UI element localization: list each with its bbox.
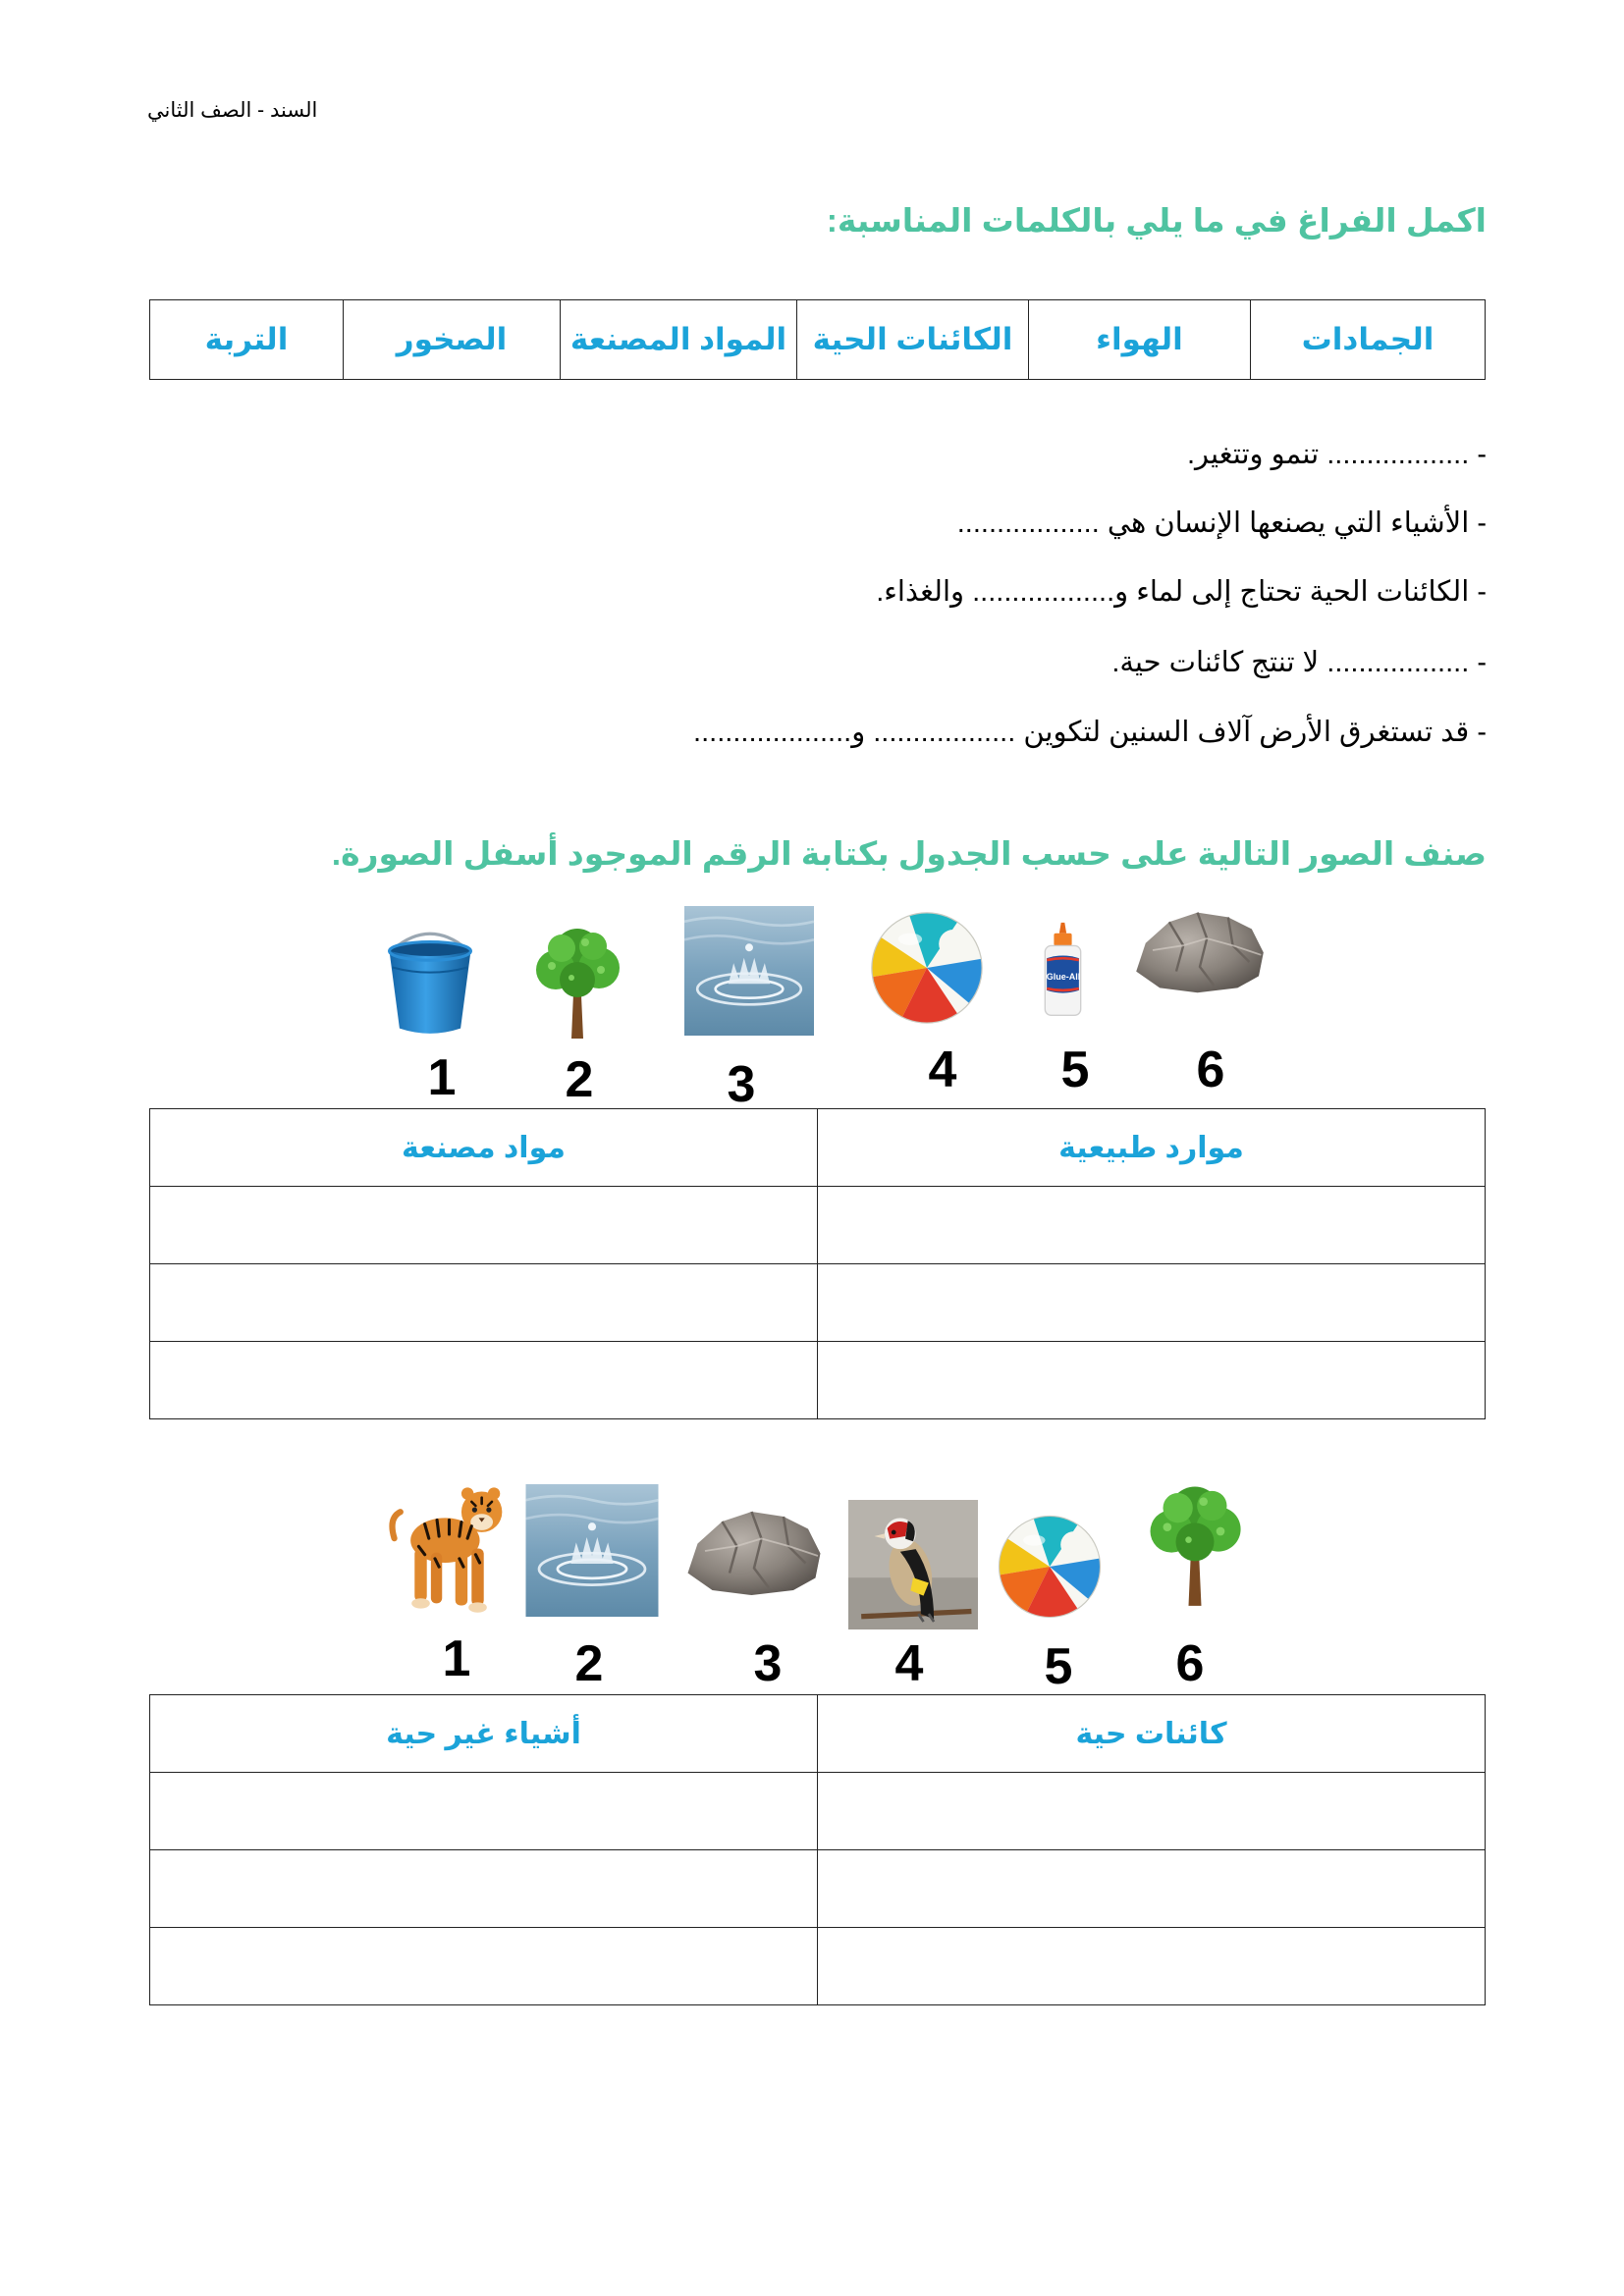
table-row [150,1187,1486,1264]
answer-cell[interactable] [150,1187,818,1264]
glue-label: Glue-All [1046,972,1081,982]
table-header-manufactured: مواد مصنعة [150,1109,818,1187]
tiger-icon [388,1477,511,1620]
image-number: 2 [574,1635,604,1692]
image-number: 3 [753,1635,783,1692]
fill-blanks-heading: اكمل الفراغ في ما يلي بالكلمات المناسبة: [826,202,1487,239]
table-row [150,1773,1486,1850]
table-header-living: كائنات حية [818,1695,1486,1773]
word-bank-cell: الصخور [344,300,561,380]
table-row [150,1264,1486,1342]
image-number: 4 [894,1635,924,1692]
image-number: 5 [1060,1041,1090,1098]
table-header-natural: موارد طبيعية [818,1109,1486,1187]
image-number: 6 [1175,1635,1205,1692]
answer-cell[interactable] [818,1342,1486,1419]
rock-icon [680,1502,828,1600]
glue-bottle [1031,921,1095,1019]
answer-cell[interactable] [150,1264,818,1342]
image-number: 1 [427,1049,457,1106]
water-icon [680,906,818,1036]
answer-cell[interactable] [150,1342,818,1419]
beach-ball-icon [995,1512,1105,1622]
answer-cell[interactable] [818,1928,1486,2005]
word-bank-table [149,299,1486,380]
answer-cell[interactable] [818,1773,1486,1850]
glue-bottle-icon [1031,921,1095,1019]
table-row [150,1928,1486,2005]
tree-icon [1132,1480,1258,1608]
beach-ball-icon [867,908,987,1028]
sentence-1: - .................. تنمو وتتغير. [1186,439,1487,470]
image-number: 1 [442,1630,471,1687]
header-note: السند - الصف الثاني [147,99,318,122]
image-number: 4 [928,1041,957,1098]
answer-cell[interactable] [150,1928,818,2005]
sentence-5: - قد تستغرق الأرض آلاف السنين لتكوين .................. و.................... [693,717,1487,748]
word-bank-cell: الهواء [1029,300,1251,380]
answer-cell[interactable] [818,1850,1486,1928]
answer-cell[interactable] [818,1187,1486,1264]
word-bank-cell: الجمادات [1251,300,1486,380]
table-header-nonliving: أشياء غير حية [150,1695,818,1773]
image-number: 5 [1044,1638,1073,1695]
word-bank-cell: المواد المصنعة [561,300,797,380]
image-number: 3 [727,1056,756,1113]
answer-cell[interactable] [818,1264,1486,1342]
word-bank-cell: الكائنات الحية [797,300,1029,380]
answer-cell[interactable] [150,1850,818,1928]
water-icon [523,1484,661,1617]
table-row [150,1850,1486,1928]
bucket-icon [379,927,481,1039]
classification-table-2 [149,1694,1486,2005]
answer-cell[interactable] [150,1773,818,1850]
classification-table-1 [149,1108,1486,1419]
table-row [150,1342,1486,1419]
tree-icon [518,923,636,1041]
word-bank-cell: التربة [150,300,344,380]
rock-icon [1129,903,1271,997]
image-number: 2 [565,1051,594,1108]
sentence-2: - الأشياء التي يصنعها الإنسان هي .................. [956,507,1487,539]
sentence-4: - .................. لا تنتج كائنات حية. [1111,647,1487,678]
image-number: 6 [1196,1041,1225,1098]
classify-heading: صنف الصور التالية على حسب الجدول بكتابة الرقم الموجود أسفل الصورة. [331,835,1487,872]
bird-icon [844,1500,982,1629]
sentence-3: - الكائنات الحية تحتاج إلى لماء و.................. والغذاء. [876,576,1487,608]
